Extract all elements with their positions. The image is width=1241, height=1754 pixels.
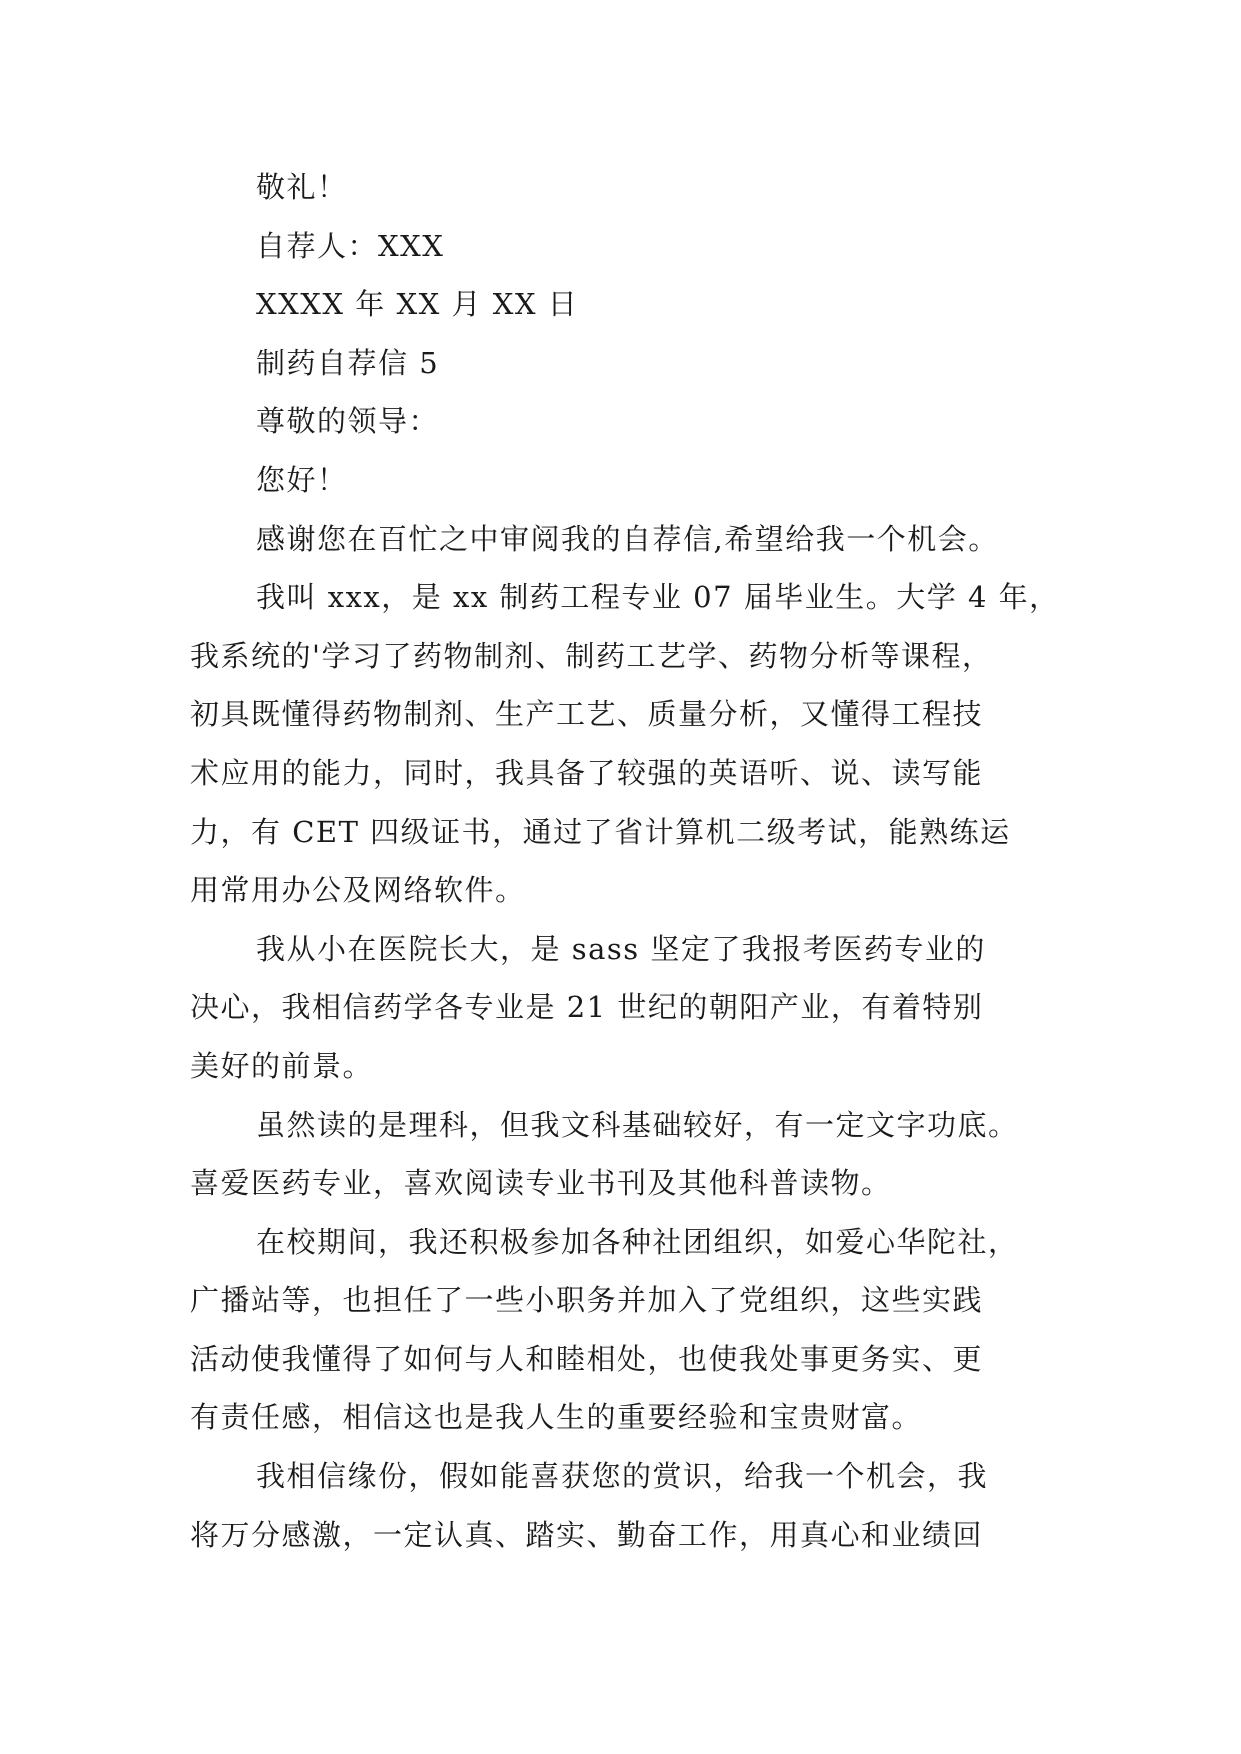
letter-body [190, 158, 1060, 1564]
paragraph-line: 在校期间，我还积极参加各种社团组织，如爱心华陀社， [256, 1224, 1019, 1259]
salutation: 尊敬的领导： [256, 404, 440, 439]
paragraph-line: 活动使我懂得了如何与人和睦相处，也使我处事更务实、更 [190, 1341, 984, 1376]
paragraph-line: 力，有 CET 四级证书，通过了省计算机二级考试，能熟练运 [190, 814, 1011, 849]
paragraph-line: 美好的前景。 [190, 1048, 374, 1083]
paragraph-line: 广播站等，也担任了一些小职务并加入了党组织，这些实践 [190, 1283, 984, 1318]
paragraph-line: 用常用办公及网络软件。 [190, 873, 526, 908]
signature-line: 自荐人：XXX [256, 228, 445, 263]
paragraph-line: 我叫 xxx，是 xx 制药工程专业 07 届毕业生。大学 4 年， [256, 580, 1060, 615]
paragraph-line: 初具既懂得药物制剂、生产工艺、质量分析，又懂得工程技 [190, 697, 984, 732]
paragraph-line: 决心，我相信药学各专业是 21 世纪的朝阳产业，有着特别 [190, 990, 984, 1025]
paragraph-line: 感谢您在百忙之中审阅我的自荐信,希望给我一个机会。 [256, 521, 999, 556]
paragraph-line: 虽然读的是理科，但我文科基础较好，有一定文字功底。 [256, 1107, 1019, 1142]
greeting: 您好！ [256, 462, 348, 497]
paragraph-line: 将万分感激，一定认真、踏实、勤奋工作，用真心和业绩回 [190, 1517, 984, 1552]
paragraph-line: 术应用的能力，同时，我具备了较强的英语听、说、读写能 [190, 755, 984, 790]
date-line: XXXX 年 XX 月 XX 日 [256, 287, 579, 322]
paragraph-line: 我从小在医院长大，是 sass 坚定了我报考医药专业的 [256, 931, 986, 966]
paragraph-line: 喜爱医药专业，喜欢阅读专业书刊及其他科普读物。 [190, 1166, 892, 1201]
section-title: 制药自荐信 5 [256, 345, 440, 380]
paragraph-line: 我系统的'学习了药物制剂、制药工艺学、药物分析等课程， [190, 638, 993, 673]
paragraph-line: 有责任感，相信这也是我人生的重要经验和宝贵财富。 [190, 1400, 923, 1435]
paragraph-line: 我相信缘份，假如能喜获您的赏识，给我一个机会，我 [256, 1459, 989, 1494]
closing-salute: 敬礼！ [256, 170, 348, 204]
